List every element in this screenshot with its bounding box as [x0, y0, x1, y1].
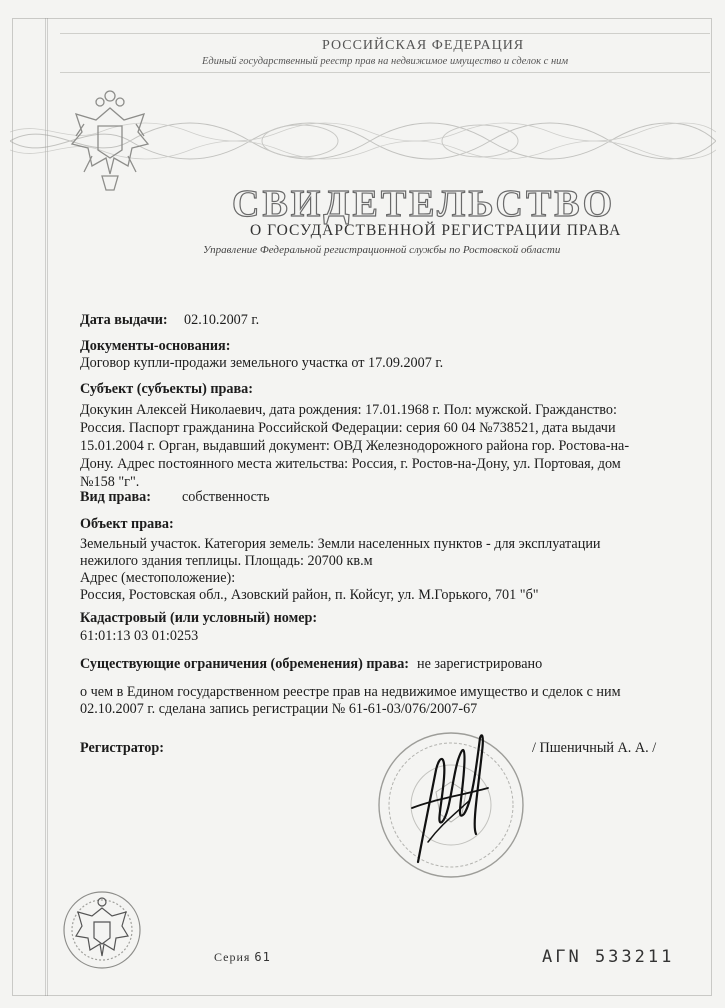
header-rule-top: [60, 33, 710, 34]
subject-label: Субъект (субъекты) права:: [80, 381, 253, 397]
object-line: нежилого здания теплицы. Площадь: 20700 кв.м: [80, 553, 373, 569]
subject-line: Дону. Адрес постоянного места жительства: Россия, г. Ростов-на-Дону, ул. Портовая, дом: [80, 456, 621, 472]
registration-record-line: 02.10.2007 г. сделана запись регистрации № 61-61-03/076/2007-67: [80, 701, 478, 717]
blank-number: АГN 533211: [542, 947, 675, 967]
document-title: СВИДЕТЕЛЬСТВО: [232, 183, 616, 225]
registrar-name: / Пшеничный А. А. /: [532, 740, 657, 756]
series-label-text: Серия: [214, 950, 251, 964]
registry-subtitle: Единый государственный реестр прав на недвижимое имущество и сделок с ним: [202, 56, 569, 67]
basis-documents-value: Договор купли-продажи земельного участка от 17.09.2007 г.: [80, 355, 444, 371]
cadastral-label: Кадастровый (или условный) номер:: [80, 610, 318, 626]
subject-line: 15.01.2004 г. Орган, выдавший документ: ОВД Железнодорожного района гор. Ростова-на-: [80, 438, 630, 454]
issue-date-label: Дата выдачи:: [80, 312, 168, 328]
object-label: Объект права:: [80, 516, 174, 532]
registrar-label: Регистратор:: [80, 740, 164, 756]
header-rule-bottom: [60, 72, 710, 73]
coat-of-arms-icon: [62, 86, 158, 204]
right-type-label: Вид права:: [80, 489, 151, 505]
signature-icon: [406, 730, 490, 872]
restrictions-label: Существующие ограничения (обременения) права:: [80, 656, 410, 672]
object-line: Адрес (местоположение):: [80, 570, 236, 586]
issuing-authority: Управление Федеральной регистрационной службы по Ростовской области: [203, 244, 561, 256]
subject-line: Докукин Алексей Николаевич, дата рождения: 17.01.1968 г. Пол: мужской. Гражданство:: [80, 402, 617, 418]
right-type-value: собственность: [182, 489, 270, 505]
object-line: Россия, Ростовская обл., Азовский район, п. Койсуг, ул. М.Горького, 701 "б": [80, 587, 539, 603]
basis-documents-label: Документы-основания:: [80, 338, 231, 354]
registration-record-line: о чем в Едином государственном реестре прав на недвижимое имущество и сделок с ним: [80, 684, 621, 700]
cadastral-value: 61:01:13 03 01:0253: [80, 628, 199, 644]
object-line: Земельный участок. Категория земель: Земли населенных пунктов - для эксплуатации: [80, 536, 601, 552]
coat-of-arms-icon: [62, 886, 142, 972]
issue-date-value: 02.10.2007 г.: [184, 312, 260, 328]
series-label: [214, 950, 271, 965]
subject-line: Россия. Паспорт гражданина Российской Федерации: серия 60 04 №738521, дата выдачи: [80, 420, 616, 436]
restrictions-value: не зарегистрировано: [417, 656, 543, 672]
document-subtitle: О ГОСУДАРСТВЕННОЙ РЕГИСТРАЦИИ ПРАВА: [250, 222, 622, 239]
subject-line: №158 "г".: [80, 474, 140, 490]
country-title: РОССИЙСКАЯ ФЕДЕРАЦИЯ: [322, 38, 525, 53]
series-value: 61: [254, 950, 271, 964]
